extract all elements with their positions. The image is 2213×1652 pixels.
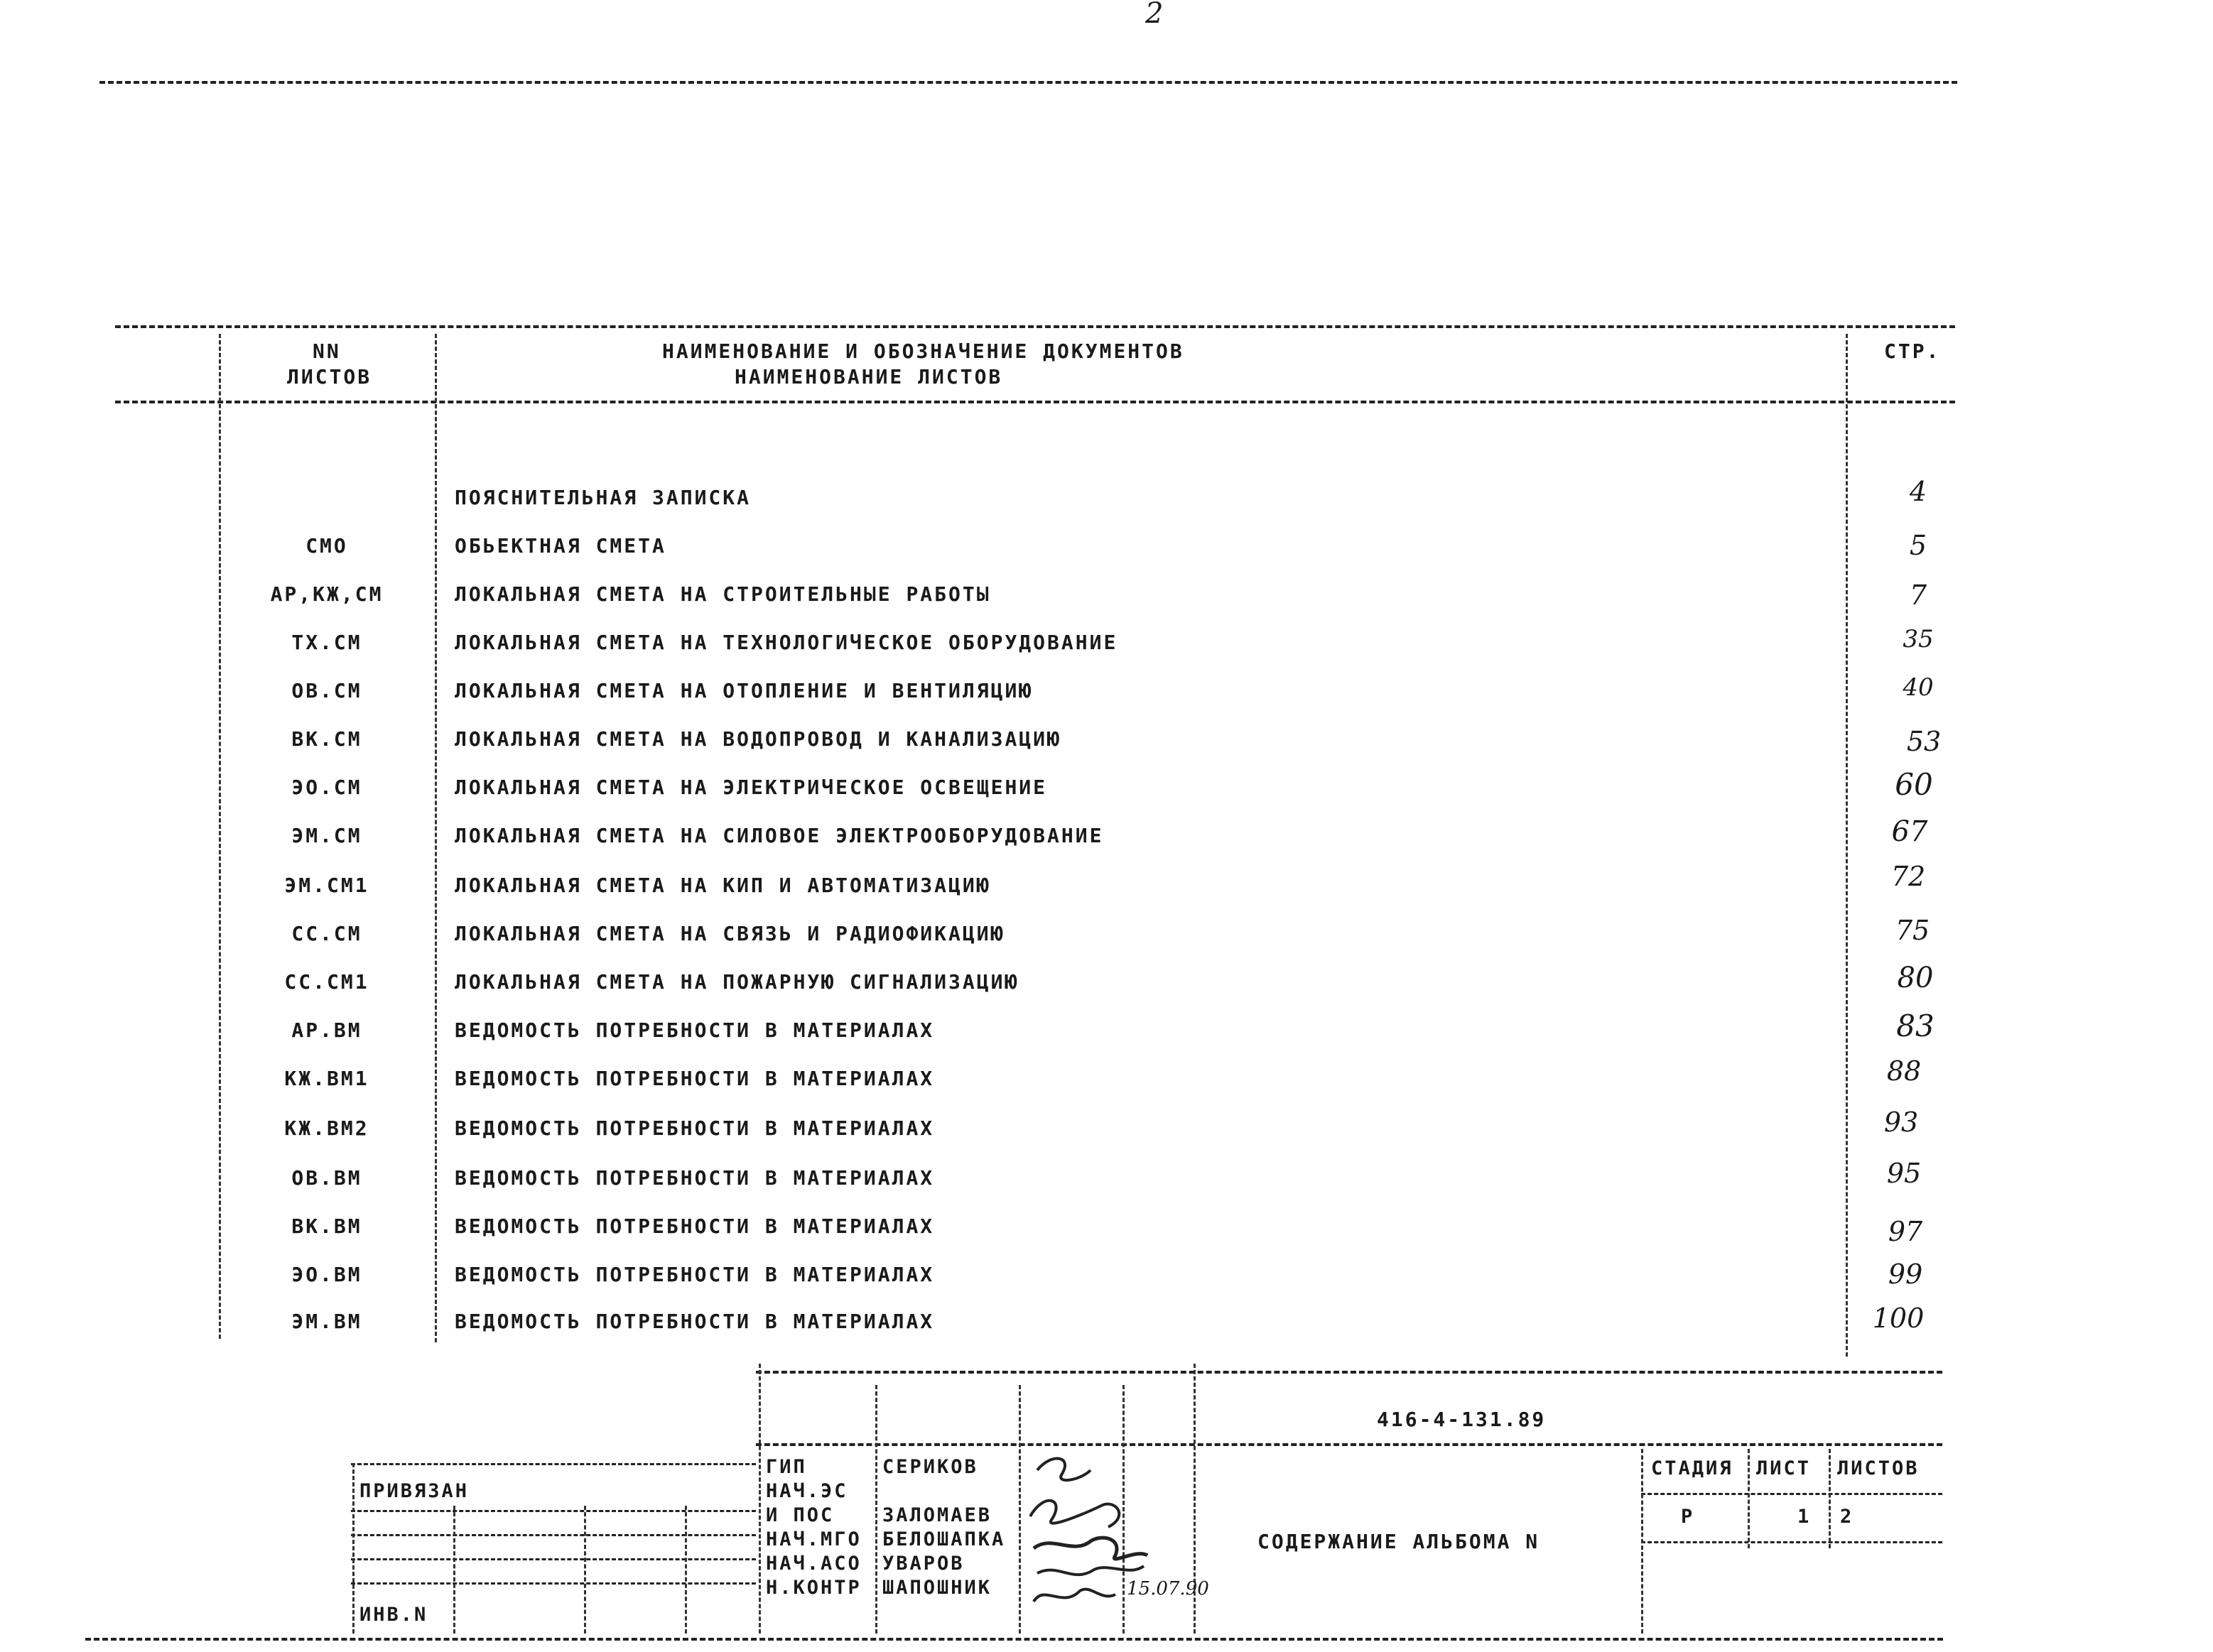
stamp-code-rule	[756, 1443, 1942, 1446]
row-title: ВЕДОМОСТЬ ПОТРЕБНОСТИ В МАТЕРИАЛАХ	[455, 1067, 935, 1090]
privyazan-label: ПРИВЯЗАН	[359, 1480, 470, 1502]
bottom-rule	[85, 1638, 1943, 1641]
header-nn: NN	[313, 339, 341, 363]
row-code: СМО	[305, 534, 348, 558]
row-page: 53	[1906, 726, 1942, 757]
row-page: 67	[1891, 815, 1928, 848]
top-rule	[99, 81, 1957, 84]
stamp-left-row-3	[351, 1558, 756, 1560]
row-page: 100	[1872, 1303, 1925, 1334]
row-code: ВК.ВМ	[291, 1214, 362, 1238]
table-header-bottom-rule	[115, 401, 1955, 403]
row-title: ВЕДОМОСТЬ ПОТРЕБНОСТИ В МАТЕРИАЛАХ	[455, 1166, 935, 1190]
table-header-top-rule	[115, 325, 1955, 328]
row-title: ОБЬЕКТНАЯ СМЕТА	[455, 534, 666, 558]
stamp-left-row-1	[351, 1510, 756, 1512]
row-title: ЛОКАЛЬНАЯ СМЕТА НА СИЛОВОЕ ЭЛЕКТРООБОРУДОВАНИЕ	[455, 824, 1104, 847]
header-page: СТР.	[1884, 339, 1941, 363]
stage-label: СТАДИЯ	[1651, 1457, 1733, 1479]
table-left-border	[219, 334, 221, 1339]
row-title: ПОЯСНИТЕЛЬНАЯ ЗАПИСКА	[455, 486, 752, 509]
row-page: 95	[1886, 1158, 1922, 1189]
row-title: ЛОКАЛЬНАЯ СМЕТА НА ТЕХНОЛОГИЧЕСКОЕ ОБОРУДОВАНИЕ	[455, 631, 1118, 654]
role-n-kontr: Н.КОНТР	[766, 1577, 862, 1599]
row-page: 93	[1883, 1107, 1919, 1138]
role-gip: ГИП	[766, 1456, 807, 1478]
role-nach-es: НАЧ.ЭС	[766, 1480, 848, 1502]
stamp-v-3	[1019, 1385, 1021, 1634]
row-page: 80	[1897, 962, 1934, 994]
row-title: ЛОКАЛЬНАЯ СМЕТА НА ОТОПЛЕНИЕ И ВЕНТИЛЯЦИЮ	[455, 679, 1034, 702]
stamp-v-7	[1748, 1449, 1750, 1548]
row-page: 72	[1890, 861, 1926, 892]
row-title: ВЕДОМОСТЬ ПОТРЕБНОСТИ В МАТЕРИАЛАХ	[455, 1263, 935, 1286]
stamp-v-8	[1829, 1449, 1831, 1548]
row-title: ЛОКАЛЬНАЯ СМЕТА НА ВОДОПРОВОД И КАНАЛИЗАЦИЮ	[455, 727, 1061, 751]
row-code: ЭМ.СМ1	[284, 874, 369, 897]
role-nach-aso: НАЧ.АСО	[766, 1553, 862, 1575]
name-i-pos: ЗАЛОМАЕВ	[882, 1504, 992, 1526]
row-code: КЖ.ВМ1	[284, 1067, 369, 1090]
stamp-v-left-1	[352, 1463, 355, 1634]
row-page: 97	[1888, 1216, 1923, 1247]
stamp-v-2	[875, 1385, 877, 1634]
stamp-v-left-2	[453, 1506, 455, 1634]
row-page: 60	[1895, 767, 1933, 802]
row-title: ЛОКАЛЬНАЯ СМЕТА НА КИП И АВТОМАТИЗАЦИЮ	[455, 874, 991, 897]
row-code: ОВ.ВМ	[291, 1166, 362, 1190]
table-col-divider-1	[435, 334, 437, 1342]
name-nach-aso: УВАРОВ	[882, 1553, 965, 1575]
stamp-v-left-4	[685, 1506, 687, 1634]
row-code: ОВ.СМ	[291, 679, 362, 702]
row-title: ВЕДОМОСТЬ ПОТРЕБНОСТИ В МАТЕРИАЛАХ	[455, 1310, 935, 1333]
stamp-left-row-4	[351, 1582, 756, 1585]
row-title: ЛОКАЛЬНАЯ СМЕТА НА СТРОИТЕЛЬНЫЕ РАБОТЫ	[455, 582, 991, 606]
row-title: ЛОКАЛЬНАЯ СМЕТА НА СВЯЗЬ И РАДИОФИКАЦИЮ	[455, 922, 1005, 945]
stamp-v-left-3	[584, 1506, 586, 1634]
row-page: 40	[1903, 673, 1934, 702]
row-code: ЭО.СМ	[291, 776, 362, 799]
row-code: ТХ.СМ	[291, 631, 362, 654]
row-code: АР,КЖ,СМ	[270, 582, 384, 606]
role-i-pos: И ПОС	[766, 1504, 835, 1526]
row-code: СС.СМ	[291, 922, 362, 945]
row-page: 5	[1909, 530, 1927, 561]
row-code: АР.ВМ	[291, 1018, 362, 1042]
row-page: 35	[1903, 625, 1934, 653]
stamp-left-row-2	[351, 1534, 756, 1536]
row-title: ЛОКАЛЬНАЯ СМЕТА НА ЭЛЕКТРИЧЕСКОЕ ОСВЕЩЕНИЕ	[455, 776, 1048, 799]
doc-code: 416-4-131.89	[1377, 1408, 1547, 1431]
stamp-privyazan-top	[351, 1463, 756, 1465]
row-page: 99	[1888, 1259, 1923, 1290]
row-code: ЭМ.СМ	[291, 824, 362, 847]
row-code: ЭМ.ВМ	[291, 1310, 362, 1333]
header-listov: ЛИСТОВ	[287, 365, 372, 388]
header-name-line1: НАИМЕНОВАНИЕ И ОБОЗНАЧЕНИЕ ДОКУМЕНТОВ	[662, 339, 1184, 363]
row-page: 7	[1909, 580, 1927, 611]
row-code: ВК.СМ	[291, 727, 362, 751]
sheet-value: 1	[1797, 1506, 1812, 1528]
name-n-kontr: ШАПОШНИК	[882, 1577, 992, 1599]
stage-value: Р	[1681, 1506, 1695, 1528]
role-nach-mgo: НАЧ.МГО	[766, 1528, 862, 1550]
row-page: 4	[1909, 476, 1927, 507]
name-nach-mgo: БЕЛОШАПКА	[882, 1528, 1006, 1550]
name-gip: СЕРИКОВ	[882, 1456, 978, 1478]
inv-label: ИНВ.N	[359, 1604, 428, 1626]
stamp-v-6	[1641, 1449, 1643, 1634]
row-page: 83	[1896, 1009, 1935, 1043]
row-code: СС.СМ1	[284, 970, 369, 994]
stamp-top-rule	[756, 1371, 1942, 1374]
sign-date: 15.07.90	[1127, 1578, 1209, 1599]
stamp-v-1	[759, 1364, 761, 1634]
row-title: ЛОКАЛЬНАЯ СМЕТА НА ПОЖАРНУЮ СИГНАЛИЗАЦИЮ	[455, 970, 1019, 994]
header-name-line2: НАИМЕНОВАНИЕ ЛИСТОВ	[735, 365, 1003, 388]
row-code: ЭО.ВМ	[291, 1263, 362, 1286]
table-col-divider-2	[1846, 334, 1848, 1357]
row-title: ВЕДОМОСТЬ ПОТРЕБНОСТИ В МАТЕРИАЛАХ	[455, 1116, 935, 1140]
stamp-right-rule-2	[1641, 1541, 1942, 1543]
page-number: 2	[1145, 0, 1164, 30]
sheet-label: ЛИСТ	[1756, 1457, 1812, 1479]
row-title: ВЕДОМОСТЬ ПОТРЕБНОСТИ В МАТЕРИАЛАХ	[455, 1018, 935, 1042]
row-page: 75	[1895, 915, 1930, 946]
sheets-value: 2	[1840, 1506, 1854, 1528]
stamp-right-rule-1	[1641, 1493, 1942, 1495]
row-code: КЖ.ВМ2	[284, 1116, 369, 1140]
doc-title: СОДЕРЖАНИЕ АЛЬБОМА N	[1257, 1530, 1540, 1553]
sheets-label: ЛИСТОВ	[1837, 1457, 1920, 1479]
row-page: 88	[1886, 1055, 1922, 1087]
row-title: ВЕДОМОСТЬ ПОТРЕБНОСТИ В МАТЕРИАЛАХ	[455, 1214, 935, 1238]
